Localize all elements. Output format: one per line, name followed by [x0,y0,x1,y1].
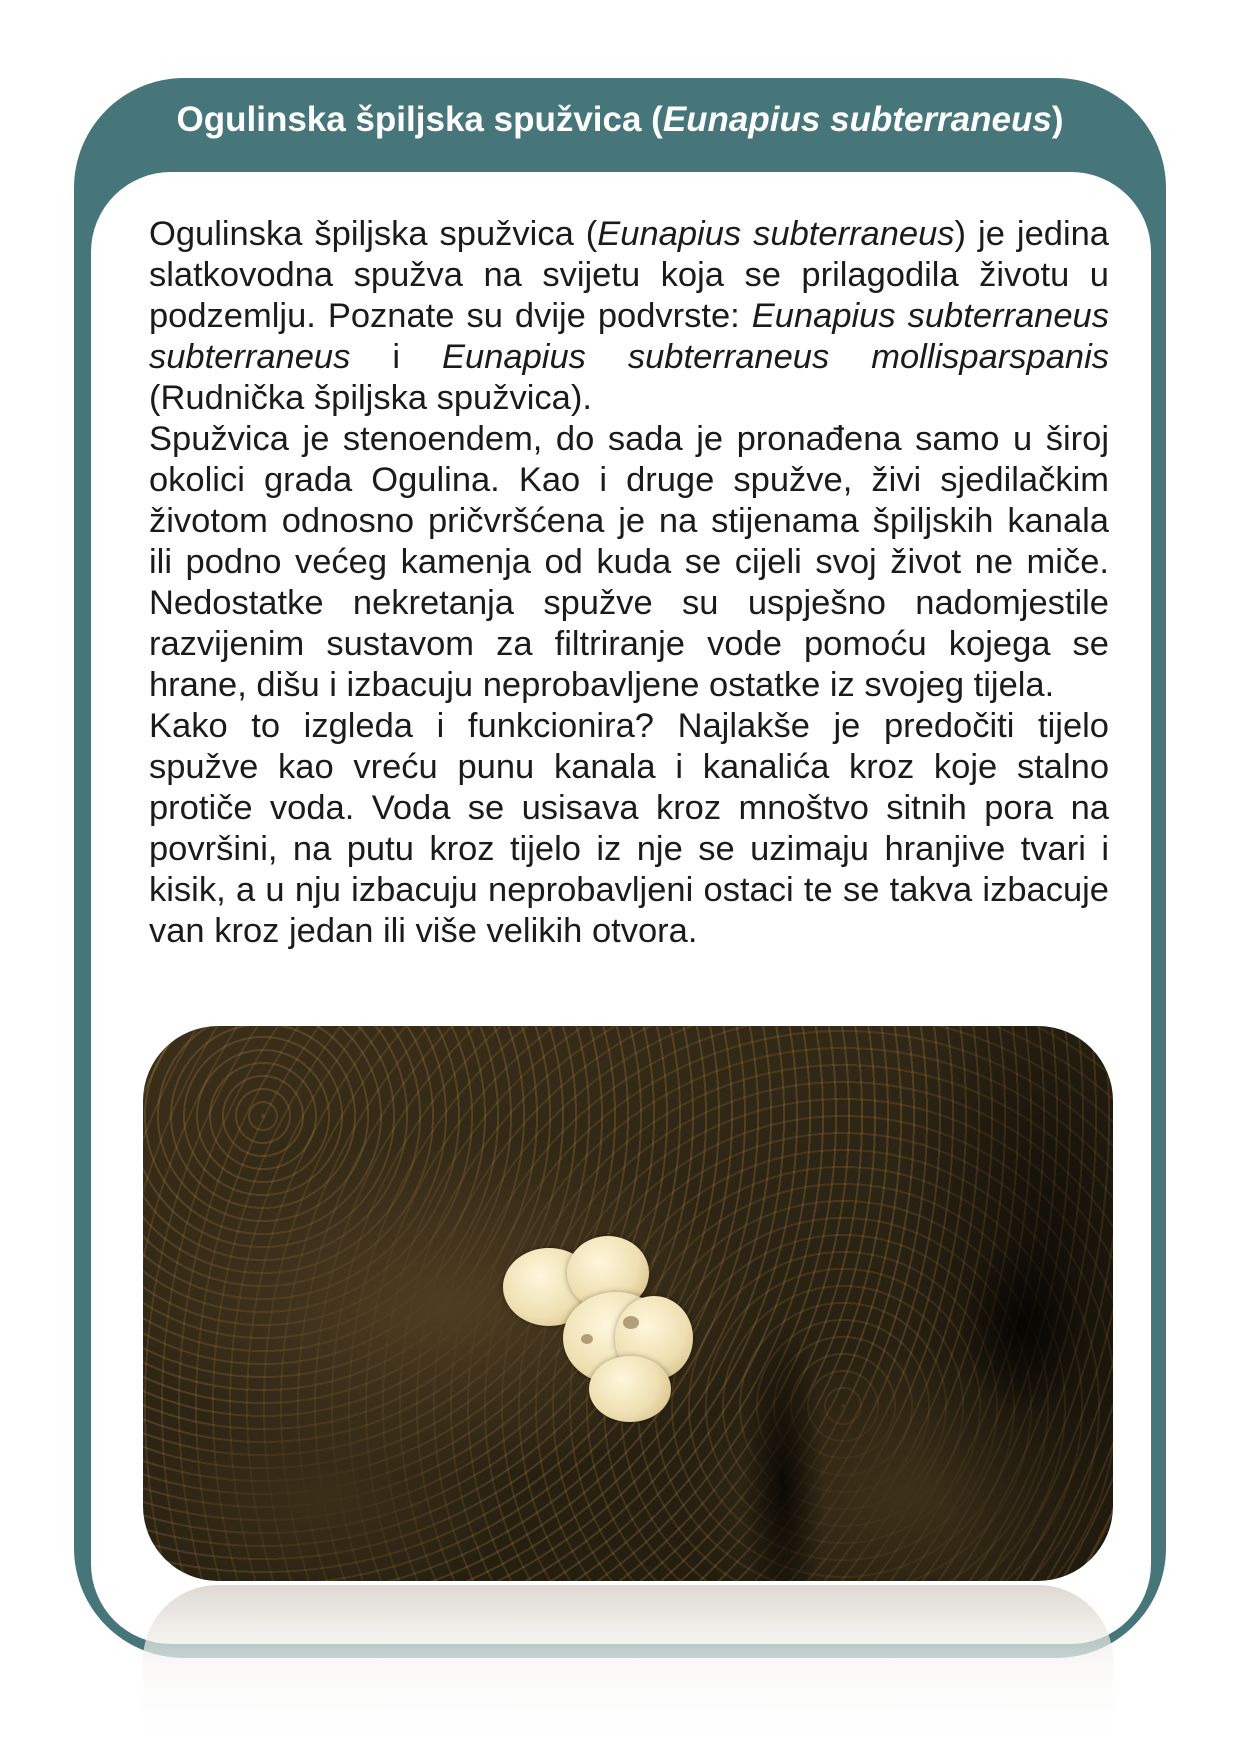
subspecies-name: Eunapius subterraneus mollisparspanis [442,338,1109,376]
card-title-latin: Eunapius subterraneus [662,100,1052,139]
reflection-fade [143,1585,1113,1754]
paragraph-intro-text: i [350,338,443,376]
card-title-end: ) [1051,100,1064,139]
paragraph-intro-text: ) je jedina slatkovodna spužva na svijetu koja se prilagodila životu u podzemlju. Poznate su dvije podvrste: [149,215,1109,335]
paragraph-intro-text: Ogulinska špiljska spužvica ( [149,215,598,253]
paragraph-habitat: Spužvica je stenoendem, do sada je pronađena samo u široj okolici grada Ogulina. Kao i druge spužve, živi sjedilačkim životom odnosno pričvršćena je na stijenama špiljskih kanala ili podno većeg kamenja od kuda se cijeli svoj život ne miče. Nedostatke nekretanja spužve su uspješno nadomjestile razvijenim sustavom za filtriranje vode pomoću kojega se hrane, dišu i izbacuju neprobavljene ostatke iz svojeg tijela. [149,420,1109,704]
sponge-photo [143,1026,1113,1581]
rock-crevice-shadow [893,1026,1113,1581]
card-title-main: Ogulinska špiljska spužvica ( [176,100,663,139]
species-name: Eunapius subterraneus [597,215,955,253]
photo-reflection [143,1585,1113,1754]
card-title [74,92,1166,148]
sponge-specimen [503,1236,703,1436]
article-body [149,214,1109,952]
paragraph-intro-text: (Rudnička špiljska spužvica). [149,379,592,417]
paragraph-function: Kako to izgleda i funkcionira? Najlakše je predočiti tijelo spužve kao vreću punu kanala i kanalića kroz koje stalno protiče voda. Voda se usisava kroz mnoštvo sitnih pora na površini, na putu kroz tijelo iz nje se uzimaju hranjive tvari i kisik, a u nju izbacuju neprobavljeni ostaci te se takva izbacuje van kroz jedan ili više velikih otvora. [149,707,1109,950]
paragraph-intro [149,214,1109,419]
subspecies-name: Eunapius subterraneus subterraneus [149,297,1109,376]
